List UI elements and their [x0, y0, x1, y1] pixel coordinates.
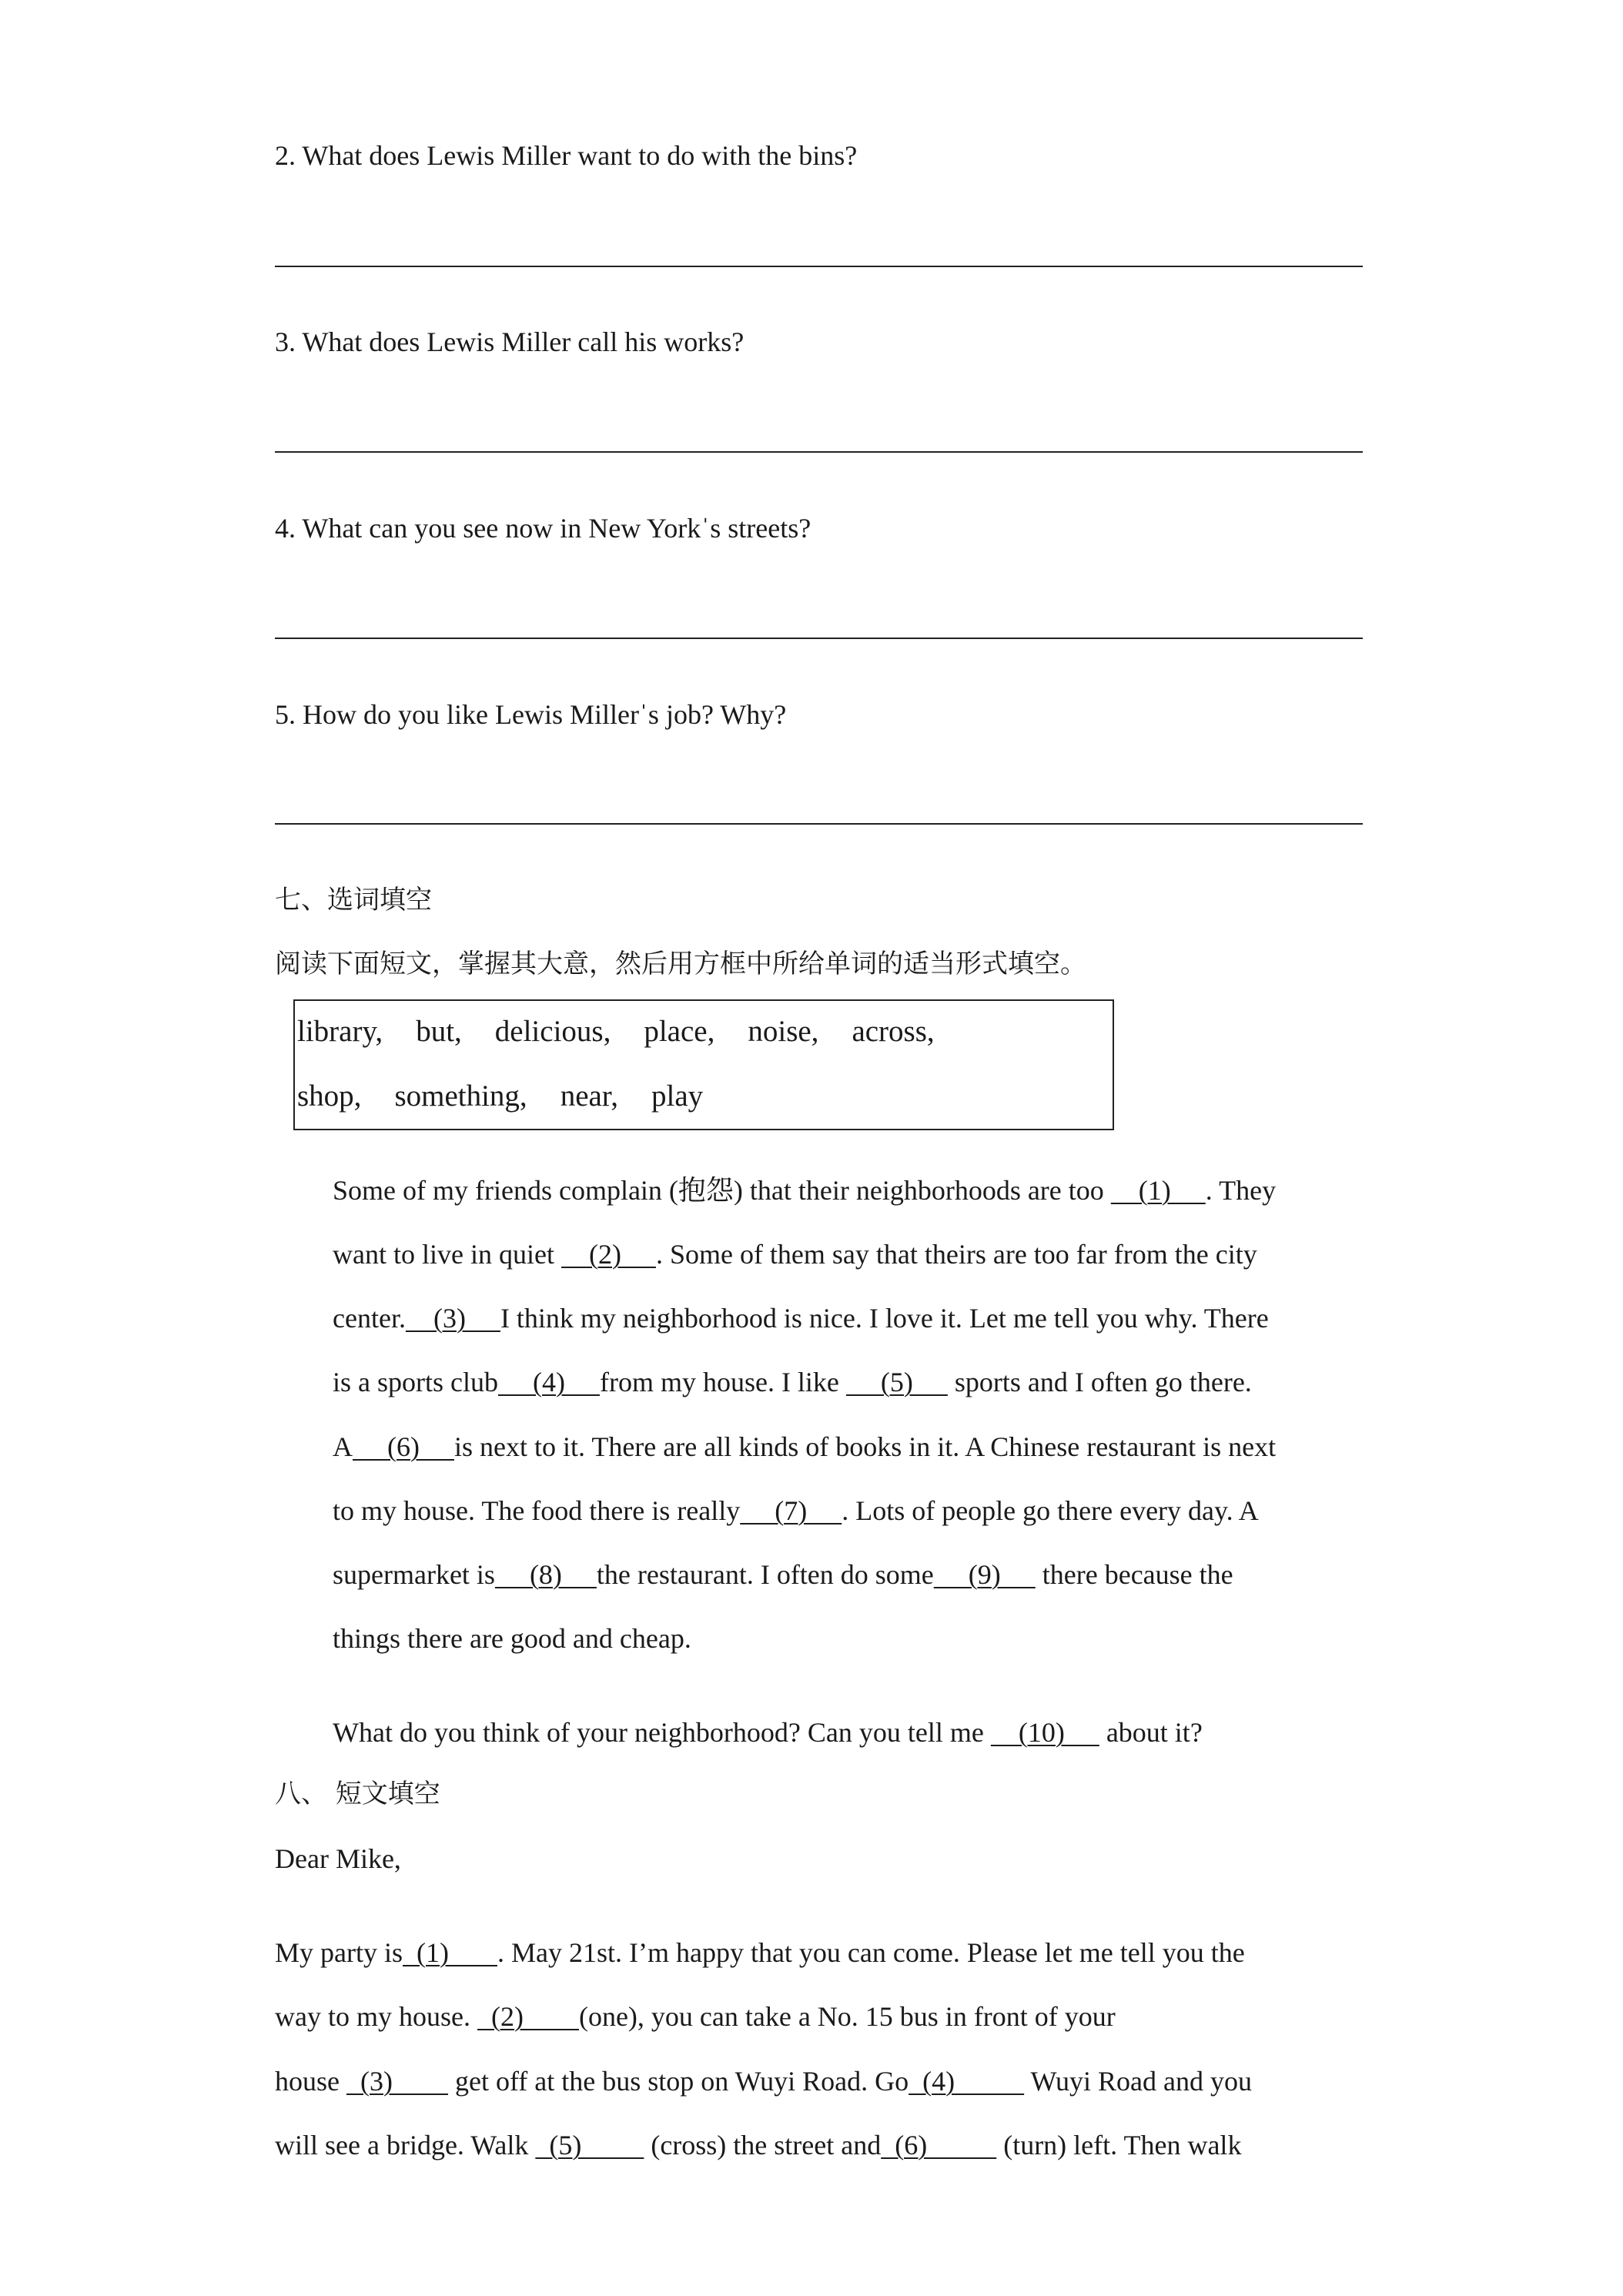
passage-text: . Lots of people go there every day. A — [842, 1495, 1259, 1526]
passage-text: sports and I often go there. — [947, 1367, 1252, 1397]
passage-text: . May 21st. I’m happy that you can come. Please let me tell you the — [497, 1937, 1245, 1968]
blank-3[interactable]: (3) — [405, 1303, 500, 1334]
section-8-title: 八、 短文填空 — [275, 1779, 440, 1809]
question-4: 4. What can you see now in New Yorkˈs streets? — [275, 513, 812, 544]
passage-text: is next to it. There are all kinds of books in it. A Chinese restaurant is next — [453, 1431, 1277, 1462]
passage-7-line-4 — [333, 1365, 1252, 1399]
passage-text: the restaurant. I often do some — [596, 1559, 934, 1590]
passage-8-line-1 — [275, 1936, 1245, 1970]
blank-7[interactable]: (7) — [740, 1495, 842, 1526]
answer-line-5[interactable] — [275, 823, 1363, 825]
word-something: something, — [394, 1079, 527, 1113]
passage-text: Some of my friends complain (抱怨) that their neighborhoods are too — [333, 1175, 1111, 1206]
passage-text: What do you think of your neighborhood? Can you tell me — [333, 1717, 991, 1748]
blank-9[interactable]: (9) — [933, 1559, 1036, 1590]
passage-8-line-3 — [275, 2064, 1252, 2098]
blank-8-3[interactable]: (3) — [346, 2066, 448, 2097]
section-7-instruction: 阅读下面短文，掌握其大意，然后用方框中所给单词的适当形式填空。 — [275, 949, 1086, 979]
passage-text: will see a bridge. Walk — [275, 2130, 536, 2160]
passage-7-line-7 — [333, 1558, 1233, 1591]
passage-text: want to live in quiet — [333, 1239, 561, 1270]
passage-text: My party is — [275, 1937, 403, 1968]
passage-text: about it? — [1099, 1717, 1203, 1748]
passage-text: is a sports club — [333, 1367, 498, 1397]
blank-8-1[interactable]: (1) — [403, 1937, 497, 1968]
passage-text: (turn) left. Then walk — [996, 2130, 1242, 2160]
passage-text: things there are good and cheap. — [333, 1623, 691, 1654]
blank-2[interactable]: (2) — [561, 1239, 656, 1270]
question-3: 3. What does Lewis Miller call his works? — [275, 326, 745, 357]
word-play: play — [651, 1079, 704, 1113]
passage-text: there because the — [1035, 1559, 1233, 1590]
blank-10[interactable]: (10) — [990, 1717, 1099, 1748]
passage-text: house — [275, 2066, 346, 2097]
word-place: place, — [644, 1015, 715, 1048]
word-noise: noise, — [748, 1015, 819, 1048]
answer-line-3[interactable] — [275, 451, 1363, 453]
passage-7-line-3 — [333, 1301, 1269, 1335]
blank-5[interactable]: (5) — [845, 1367, 948, 1397]
blank-8-5[interactable]: (5) — [535, 2130, 644, 2160]
passage-text: . They — [1205, 1175, 1277, 1206]
passage-7-line-1 — [333, 1173, 1276, 1207]
section-7-title: 七、选词填空 — [275, 885, 432, 915]
passage-text: I think my neighborhood is nice. I love it. Let me tell you why. There — [500, 1303, 1269, 1334]
question-5: 5. How do you like Lewis Millerˈs job? Why? — [275, 699, 787, 730]
word-box-row-1 — [297, 1014, 935, 1049]
word-shop: shop, — [297, 1079, 362, 1113]
passage-text: A — [333, 1431, 353, 1462]
blank-6[interactable]: (6) — [353, 1431, 454, 1462]
answer-line-2[interactable] — [275, 266, 1363, 267]
word-box — [293, 999, 1114, 1130]
passage-7-closing — [333, 1715, 1203, 1749]
word-but: but, — [416, 1015, 462, 1048]
blank-8-6[interactable]: (6) — [881, 2130, 997, 2160]
passage-text: to my house. The food there is really — [333, 1495, 741, 1526]
passage-text: get off at the bus stop on Wuyi Road. Go — [447, 2066, 909, 2097]
passage-7-line-8 — [333, 1622, 691, 1655]
blank-8-4[interactable]: (4) — [909, 2066, 1025, 2097]
word-near: near, — [560, 1079, 618, 1113]
answer-line-4[interactable] — [275, 638, 1363, 639]
passage-text: supermarket is — [333, 1559, 495, 1590]
passage-text: from my house. I like — [599, 1367, 846, 1397]
blank-1[interactable]: (1) — [1110, 1175, 1206, 1206]
blank-8[interactable]: (8) — [494, 1559, 597, 1590]
letter-salutation: Dear Mike, — [275, 1843, 401, 1874]
word-box-row-2 — [297, 1079, 703, 1114]
passage-text: way to my house. — [275, 2001, 477, 2032]
passage-text: center. — [333, 1303, 406, 1334]
passage-7-line-5 — [333, 1430, 1276, 1464]
passage-8-line-4 — [275, 2128, 1241, 2162]
passage-text: . Some of them say that theirs are too far from the city — [655, 1239, 1257, 1270]
passage-7-line-2 — [333, 1237, 1257, 1271]
passage-text: (cross) the street and — [644, 2130, 882, 2160]
blank-8-2[interactable]: (2) — [477, 2001, 579, 2032]
passage-text: (one), you can take a No. 15 bus in front of your — [578, 2001, 1116, 2032]
blank-4[interactable]: (4) — [497, 1367, 600, 1397]
word-across: across, — [852, 1015, 935, 1048]
word-library: library, — [297, 1015, 383, 1048]
passage-7-line-6 — [333, 1494, 1259, 1528]
word-delicious: delicious, — [494, 1015, 611, 1048]
question-2: 2. What does Lewis Miller want to do with the bins? — [275, 140, 858, 171]
passage-8-line-2 — [275, 2000, 1116, 2033]
passage-text: Wuyi Road and you — [1024, 2066, 1252, 2097]
